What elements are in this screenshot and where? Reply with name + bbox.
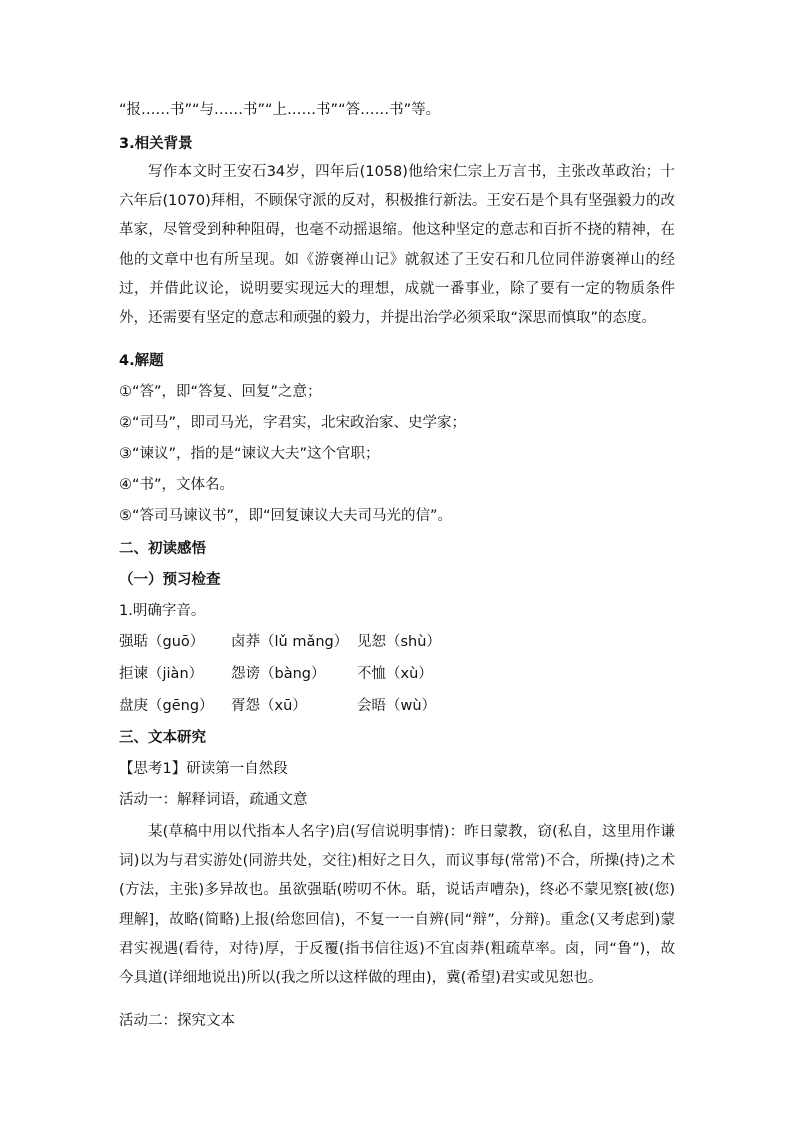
activity-1-label: 活动一：解释词语，疏通文意: [119, 792, 308, 808]
title-explanation-item: ④“书”，文体名。: [119, 477, 235, 493]
section-4-heading: 4.解题: [119, 353, 164, 369]
pinyin-cell: 会晤（wù）: [357, 698, 437, 714]
annotated-paragraph: 某(草稿中用以代指本人名字)启(写信说明事情)：昨日蒙教，窃(私自，这里用作谦词)以为与君实游处(同游共处，交往)相好之日久，而议事每(常常)不合，所操(持)之术(方法，主张)多异故也。虽欲强聒(唠叨不休。聒，说话声嘈杂)，终必不蒙见察[被(您)理解]，故略(简略)上报(给您回信)，不复一一自辨(同“辩”，分辩)。重念(又考虑到)蒙君实视遇(看待，对待)厚，于反覆(指书信往返)不宜卤莽(粗疏草率。卤，同“鲁”)，故今具道(详细地说出)所以(我之所以这样做的理由)，冀(希望)君实或见恕也。: [119, 824, 675, 987]
pinyin-cell: 怨谤（bàng）: [231, 666, 326, 682]
pinyin-cell: 拒谏（jiàn）: [119, 666, 204, 682]
pinyin-cell: 卤莽（lǔ mǎng）: [231, 634, 349, 650]
part-3-heading: 三、文本研究: [119, 730, 206, 746]
title-explanation-item: ⑤“答司马谏议书”，即“回复谏议大夫司马光的信”。: [119, 508, 453, 524]
intro-line: “报……书”“与……书”“上……书”“答……书”等。: [119, 102, 441, 118]
pinyin-cell: 强聒（guō）: [119, 634, 205, 650]
activity-2-label: 活动二：探究文本: [119, 1013, 235, 1029]
pinyin-cell: 见恕（shù）: [357, 634, 441, 650]
part-2-heading: 二、初读感悟: [119, 541, 206, 557]
background-paragraph: 写作本文时王安石34岁，四年后(1058)他给宋仁宗上万言书，主张改革政治；十六年后(1070)拜相，不顾保守派的反对，积极推行新法。王安石是个具有坚强毅力的改革家，尽管受到种种阻碍，也毫不动摇退缩。他这种坚定的意志和百折不挠的精神，在他的文章中也有所呈现。如《游褒禅山记》就叙述了王安石和几位同伴游褒禅山的经过，并借此议论，说明要实现远大的理想，成就一番事业，除了要有一定的物质条件外，还需要有坚定的意志和顽强的毅力，并提出治学必须采取“深思而慎取”的态度。: [119, 164, 675, 327]
pinyin-cell: 胥怨（xū）: [231, 698, 307, 714]
think-1-label: 【思考1】研读第一自然段: [119, 761, 288, 777]
pinyin-cell: 盘庚（gēng）: [119, 698, 214, 714]
section-3-heading: 3.相关背景: [119, 136, 193, 152]
title-explanation-item: ①“答”，即“答复、回复”之意；: [119, 384, 322, 400]
title-explanation-item: ②“司马”，即司马光，字君实，北宋政治家、史学家；: [119, 415, 467, 431]
preview-check-subheading: （一）预习检查: [119, 572, 221, 588]
title-explanation-item: ③“谏议”，指的是“谏议大夫”这个官职；: [119, 446, 380, 462]
pinyin-cell: 不恤（xù）: [357, 666, 433, 682]
pronunciation-task: 1.明确字音。: [119, 603, 206, 619]
